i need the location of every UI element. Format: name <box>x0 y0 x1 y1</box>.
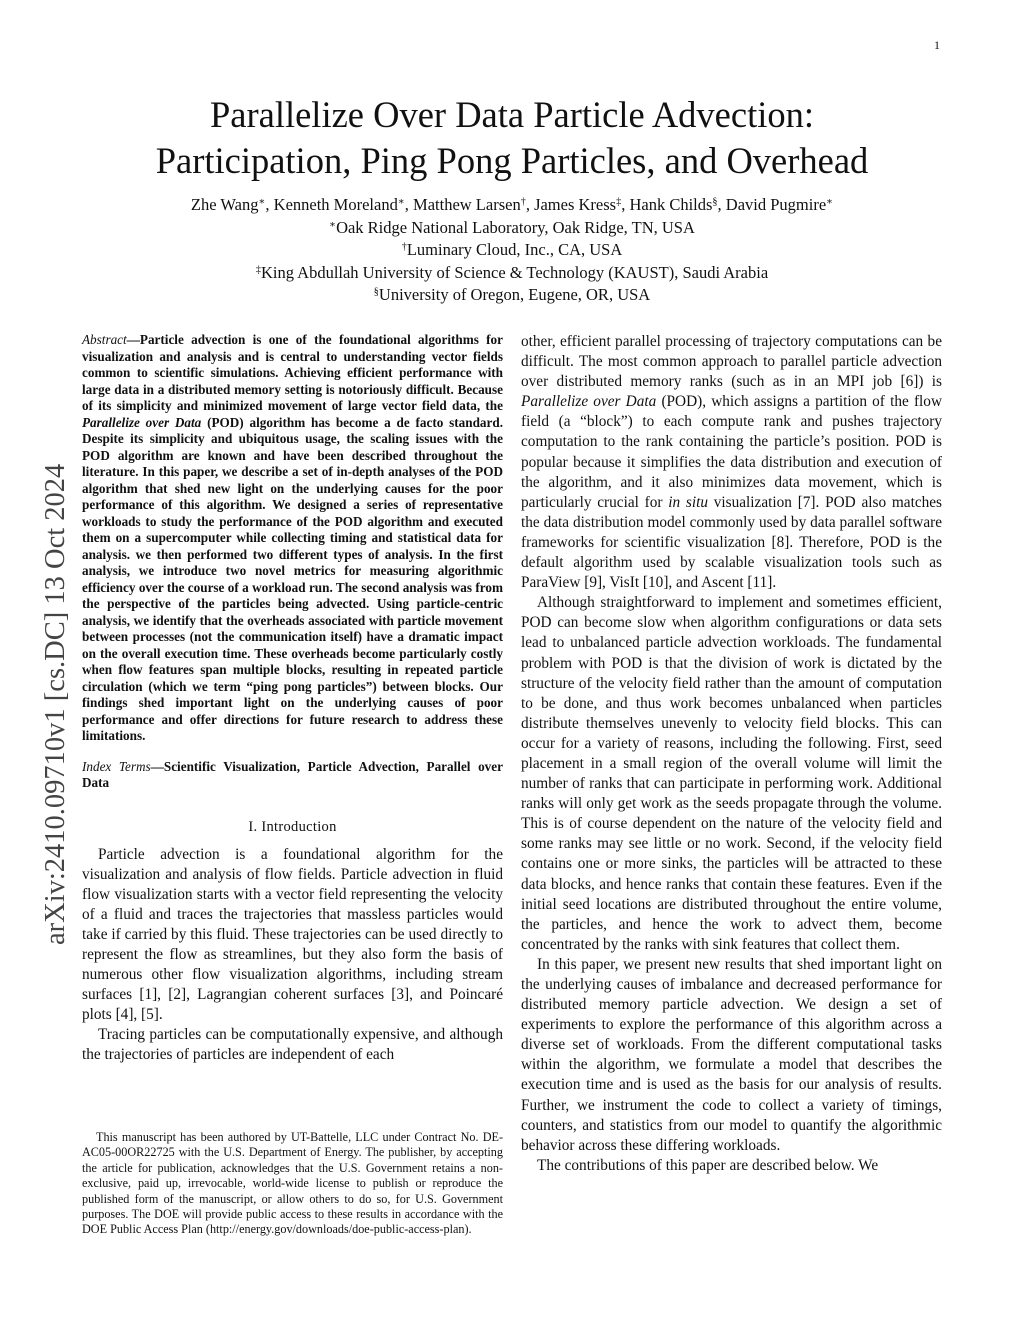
author-name: Hank Childs <box>629 195 713 214</box>
author-mark: ∗ <box>258 196 266 208</box>
paragraph: In this paper, we present new results that shed important light on the underlying causes of imbalance and decreased performance for distributed memory particle advection. We design a set of experiments to explore the performance of this algorithm across a diverse set of workloads. From the different computational tasks within the algorithm, we formulate a model that describes the execution time and is used as the basis for our analysis of results. Further, we instrument the code to collect a variety of timings, counters, and statistics from our model to quantify the algorithmic behavior across these differing workloads. <box>521 955 942 1154</box>
author-name: James Kress <box>534 195 617 214</box>
affiliation-text: Luminary Cloud, Inc., CA, USA <box>406 240 623 259</box>
paragraph: Although straightforward to implement and sometimes efficient, POD can become slow when algorithm configurations or data sets lead to unbalanced particle advection workloads. The fundamental problem with POD is that the division of work is dictated by the structure of the velocity field rather than the amount of computation to be done, and thus work becomes unbalanced when particles distribute themselves unevenly to velocity field blocks. This can occur for a variety of reasons, including the following. First, seed placement in a small region of the overall volume will limit the number of ranks that can participate in performing work. Additional ranks will only get work as the seeds propagate through the volume. This is of course dependent on the nature of the velocity field and some ranks may see little or no work. Second, if the velocity field contains one or more sinks, the particles will be attracted to these data blocks, and hence ranks that contain these features. Even if the initial seed locations are distributed throughout the entire volume, the particles, and hence the work to advect them, become concentrated by the ranks with sink features that collect them. <box>521 594 942 953</box>
copyright-footnote: This manuscript has been authored by UT-Battelle, LLC under Contract No. DE-AC05-00OR22725 with the U.S. Department of Energy. The publisher, by accepting the article for publication, acknowledges that the U.S. Government retains a non-exclusive, paid up, irrevocable, world-wide license to publish or reproduce the published form of the manuscript, or allow others to do so, for U.S. Government purposes. The DOE will provide public access to these results in accordance with the DOE Public Access Plan (http://energy.gov/downloads/doe-public-access-plan). <box>82 1130 503 1237</box>
paragraph-text: other, efficient parallel processing of trajectory computations can be difficult. The most common approach to parallel particle advection over distributed memory ranks (such as in an MPI job [6]) is <box>521 333 942 391</box>
paragraph: Tracing particles can be computationally expensive, and although the trajectories of particles are independent of each <box>82 1026 503 1064</box>
paragraph-text: visualization [7]. POD also matches the data distribution model commonly used by data parallel software frameworks for scientific visualization [8]. Therefore, POD is the default algorithm used by scalable visualization tools such as ParaView [9], VisIt [10], and Ascent [11]. <box>521 493 942 592</box>
author-mark: † <box>520 196 526 208</box>
index-terms <box>82 759 503 792</box>
paragraph-text: (POD), which assigns a partition of the flow field (a “block”) to each compute rank and pushes trajectory computation to the rank containing the particle’s position. POD is popular because it simplifies the data distribution and execution of the algorithm, and it also minimizes data movement, which is particularly crucial for <box>521 393 942 511</box>
title-block <box>80 92 944 307</box>
author-name: David Pugmire <box>725 195 827 214</box>
abstract-text-continued: (POD) algorithm has become a de facto standard. Despite its simplicity and ubiquitous usage, the scaling issues with the POD algorithm are known and have been described throughout the literature. In this paper, we describe a set of in-depth analyses of the POD algorithm that shed new light on the underlying causes for the poor performance of this algorithm. We designed a series of representative workloads to study the performance of the POD algorithm and executed them on a supercomputer while collecting timing and statistical data for analysis. we then performed two different types of analysis. In the first analysis, we introduce two novel metrics for measuring algorithmic efficiency over the course of a workload run. The second analysis was from the perspective of the particles being advected. Using particle-centric analysis, we identify that the overheads associated with particle movement between processes (not the communication itself) have a dramatic impact on the overall execution time. These overheads become particularly costly when flow features span multiple blocks, resulting in repeated particle circulation (which we term “ping pong particles”) between blocks. Our findings shed important light on the underlying causes of poor performance and offer directions for future research to address these limitations. <box>82 414 503 743</box>
page-number: 1 <box>934 38 940 52</box>
affiliation-text: Oak Ridge National Laboratory, Oak Ridge, TN, USA <box>336 217 695 237</box>
author-name: Matthew Larsen <box>413 195 521 214</box>
emphasis: in situ <box>668 493 708 511</box>
paragraph <box>521 332 942 593</box>
affiliation <box>80 239 944 262</box>
paragraph: The contributions of this paper are described below. We <box>537 1156 879 1174</box>
emphasis: Parallelize over Data <box>521 393 657 411</box>
title-line-1: Parallelize Over Data Particle Advection: <box>209 94 815 135</box>
author-mark: ∗ <box>826 196 834 208</box>
abstract <box>82 332 503 745</box>
abstract-emphasis: Parallelize over Data <box>82 414 202 430</box>
abstract-text: —Particle advection is one of the foundational algorithms for visualization and analysis and is central to understanding vector fields common to scientific simulations. Achieving efficient performance with large data in a distributed memory setting is notoriously difficult. Because of its simplicity and minimized movement of large vector field data, the <box>82 332 503 413</box>
title-line-2: Participation, Ping Pong Particles, and Overhead <box>155 140 869 181</box>
author-list: Zhe Wang∗, Kenneth Moreland∗, Matthew Larsen†, James Kress‡, Hank Childs§, David Pugmire∗ <box>190 195 834 214</box>
paragraph: Particle advection is a foundational algorithm for the visualization and analysis of flow fields. Particle advection in fluid flow visualization starts with a vector field representing the velocity of a fluid and traces the trajectories that massless particles would take if carried by this fluid. These trajectories can be used directly to represent the flow as streamlines, but they also form the basis of numerous other flow visualization algorithms, including stream surfaces [1], [2], Lagrangian coherent surfaces [3], and Poincaré plots [4], [5]. <box>82 845 503 1024</box>
affiliation <box>80 284 944 307</box>
affiliation-text: King Abdullah University of Science & Technology (KAUST), Saudi Arabia <box>260 262 769 282</box>
author-mark: ∗ <box>397 196 405 208</box>
affiliation-mark: ‡ <box>255 263 261 275</box>
abstract-label: Abstract <box>82 332 127 347</box>
affiliation-mark: § <box>373 286 379 298</box>
author-name: Kenneth Moreland <box>273 195 398 214</box>
index-terms-label: Index Terms <box>82 758 151 774</box>
paper-title <box>80 92 944 184</box>
author-name: Zhe Wang <box>190 195 259 214</box>
affiliation-text: University of Oregon, Eugene, OR, USA <box>378 285 651 304</box>
affiliation <box>80 262 944 285</box>
left-column <box>82 332 503 1066</box>
author-mark: ‡ <box>616 196 622 208</box>
index-terms-text: —Scientific Visualization, Particle Advection, Parallel over Data <box>82 758 503 790</box>
author-block <box>80 194 944 307</box>
section-heading: I. Introduction <box>248 818 337 835</box>
affiliation <box>80 217 944 240</box>
right-column <box>521 332 942 1176</box>
arxiv-identifier: arXiv:2410.09710v1 [cs.DC] 13 Oct 2024 <box>40 463 71 945</box>
affiliation-mark: ∗ <box>329 218 337 230</box>
affiliation-mark: † <box>401 241 407 253</box>
author-mark: § <box>712 196 718 208</box>
